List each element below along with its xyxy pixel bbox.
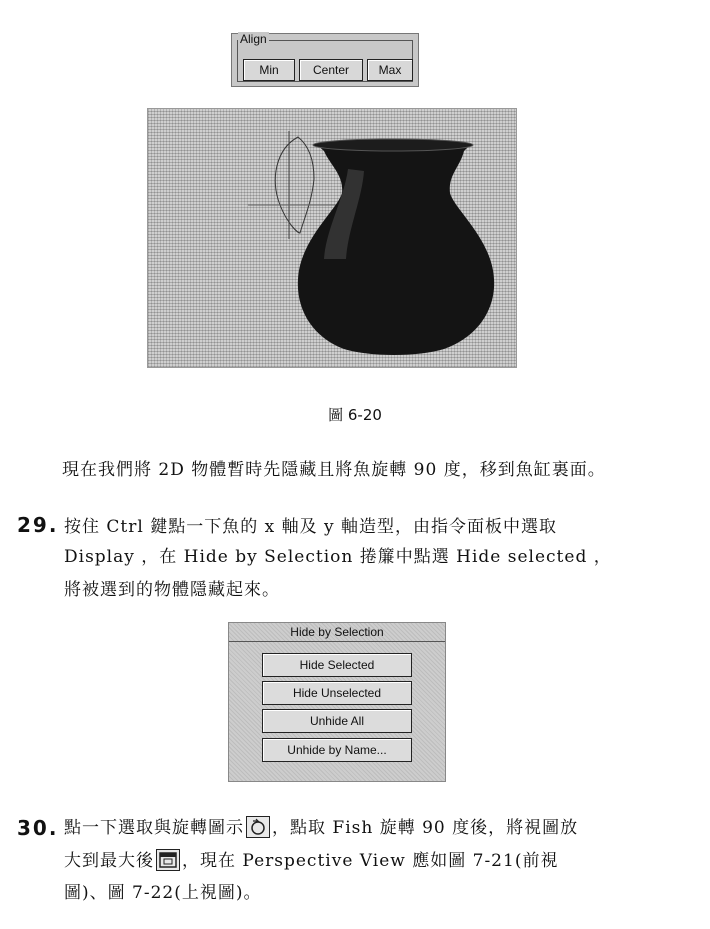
step-29-line-2: Display ，在 Hide by Selection 捲簾中點選 Hide selected ， [64,547,612,567]
select-rotate-icon [246,816,270,838]
step-30-line-2-b: ，現在 Perspective View 應如圖 7-21(前視 [182,851,559,871]
vase-rim [313,139,473,151]
step-30-line-2-a: 大到最大後 [64,851,154,871]
step-30-line-2 [64,846,704,876]
step-29-line-1: 按住 Ctrl 鍵點一下魚的 x 軸及 y 軸造型，由指令面板中選取 [64,517,558,537]
align-panel [231,33,419,87]
step-29-number: 29. [17,513,59,537]
step-30-line-1 [64,813,704,843]
unhide-by-name-button[interactable]: Unhide by Name... [262,738,412,762]
hide-unselected-button[interactable]: Hide Unselected [262,681,412,705]
align-max-button[interactable]: Max [367,59,413,81]
step-30-line-3: 圖)、圖 7-22(上視圖)。 [64,883,262,903]
align-caption: Align [240,32,267,46]
vase-render [148,109,516,367]
step-30-number: 30. [17,816,59,840]
intro-paragraph: 現在我們將 2D 物體暫時先隱藏且將魚旋轉 90 度，移到魚缸裏面。 [62,460,606,480]
unhide-all-button[interactable]: Unhide All [262,709,412,733]
align-center-button[interactable]: Center [299,59,363,81]
figure-caption: 圖 6-20 [328,406,382,424]
perspective-viewport[interactable] [147,108,517,368]
fish-wireframe [275,137,314,233]
maximize-viewport-icon [156,849,180,871]
step-29-line-3: 將被選到的物體隱藏起來。 [64,580,280,600]
hide-selected-button[interactable]: Hide Selected [262,653,412,677]
hide-by-selection-panel [228,622,446,782]
step-30-line-1-a: 點一下選取與旋轉圖示 [64,818,244,838]
align-min-button[interactable]: Min [243,59,295,81]
step-30-line-1-b: ，點取 Fish 旋轉 90 度後，將視圖放 [272,818,579,838]
hide-panel-title[interactable]: Hide by Selection [229,625,445,642]
